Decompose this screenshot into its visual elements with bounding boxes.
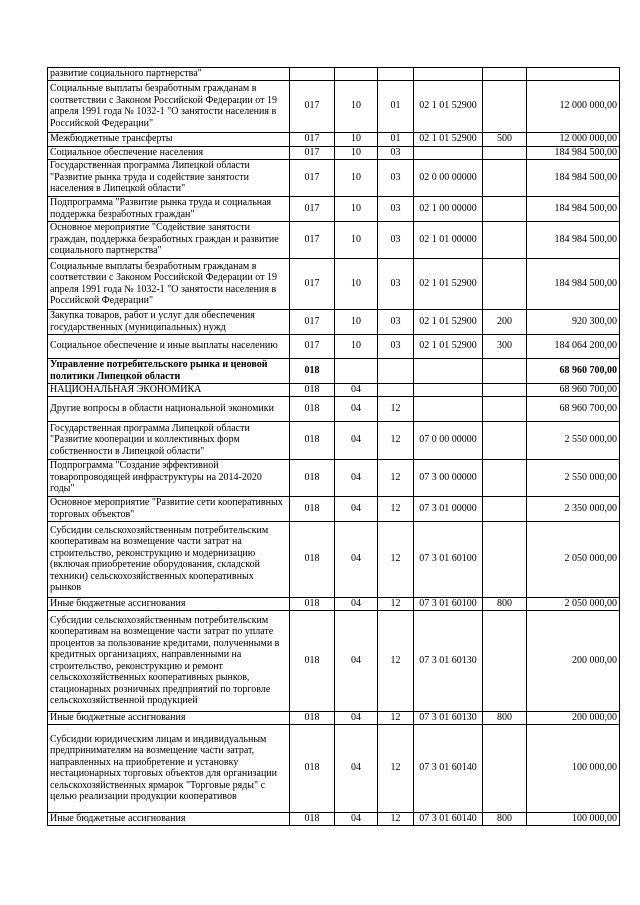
cell-expense-type <box>483 724 527 812</box>
cell-amount: 100 000,00 <box>527 724 620 812</box>
cell-glava: 017 <box>290 334 335 358</box>
cell-target-article: 07 3 00 00000 <box>414 459 483 496</box>
cell-podrazdel: 03 <box>378 159 414 196</box>
cell-razdel: 10 <box>335 334 378 358</box>
cell-name: НАЦИОНАЛЬНАЯ ЭКОНОМИКА <box>48 383 290 396</box>
cell-amount: 184 984 500,00 <box>527 159 620 196</box>
table-row <box>48 309 620 334</box>
cell-podrazdel: 01 <box>378 80 414 132</box>
cell-amount: 2 550 000,00 <box>527 421 620 459</box>
cell-amount: 2 350 000,00 <box>527 496 620 521</box>
cell-expense-type <box>483 358 527 383</box>
cell-expense-type <box>483 396 527 421</box>
cell-glava: 018 <box>290 711 335 724</box>
table-row <box>48 396 620 421</box>
cell-podrazdel <box>378 358 414 383</box>
cell-razdel: 10 <box>335 80 378 132</box>
cell-target-article: 07 3 01 60140 <box>414 812 483 825</box>
cell-expense-type: 800 <box>483 812 527 825</box>
table-row <box>48 496 620 521</box>
cell-amount: 184 984 500,00 <box>527 258 620 309</box>
cell-expense-type: 800 <box>483 597 527 610</box>
cell-target-article: 02 1 01 52900 <box>414 309 483 334</box>
cell-podrazdel: 12 <box>378 597 414 610</box>
cell-razdel: 10 <box>335 309 378 334</box>
cell-razdel: 10 <box>335 146 378 159</box>
table-row <box>48 159 620 196</box>
cell-razdel: 04 <box>335 724 378 812</box>
table-row <box>48 146 620 159</box>
cell-amount: 68 960 700,00 <box>527 396 620 421</box>
cell-target-article: 07 3 01 60130 <box>414 711 483 724</box>
cell-target-article <box>414 396 483 421</box>
cell-expense-type <box>483 68 527 81</box>
cell-name: Социальное обеспечение населения <box>48 146 290 159</box>
cell-expense-type <box>483 421 527 459</box>
cell-name: Межбюджетные трансферты <box>48 132 290 146</box>
cell-target-article: 07 3 01 60140 <box>414 724 483 812</box>
cell-name: Государственная программа Липецкой области "Развитие рынка труда и содействие занятости населения в Липецкой области" <box>48 159 290 196</box>
cell-razdel: 04 <box>335 812 378 825</box>
cell-target-article: 02 1 01 52900 <box>414 334 483 358</box>
cell-amount: 200 000,00 <box>527 711 620 724</box>
cell-expense-type: 300 <box>483 334 527 358</box>
cell-name: Подпрограмма "Развитие рынка труда и социальная поддержка безработных граждан" <box>48 196 290 221</box>
cell-podrazdel: 12 <box>378 610 414 711</box>
cell-glava: 017 <box>290 309 335 334</box>
cell-amount: 200 000,00 <box>527 610 620 711</box>
cell-amount: 68 960 700,00 <box>527 358 620 383</box>
cell-amount: 68 960 700,00 <box>527 383 620 396</box>
cell-podrazdel: 12 <box>378 711 414 724</box>
cell-target-article <box>414 146 483 159</box>
cell-amount: 184 984 500,00 <box>527 146 620 159</box>
cell-name: Иные бюджетные ассигнования <box>48 812 290 825</box>
cell-name: Субсидии сельскохозяйственным потребительским кооперативам на возмещение части затрат на строительство, реконструкцию и модернизацию (включая приобретение оборудования, складской техники) сельскохозяйственных кооперативных рынков <box>48 521 290 597</box>
cell-amount: 12 000 000,00 <box>527 80 620 132</box>
cell-expense-type <box>483 146 527 159</box>
table-row <box>48 724 620 812</box>
table-row <box>48 258 620 309</box>
table-row <box>48 132 620 146</box>
cell-amount: 2 550 000,00 <box>527 459 620 496</box>
table-row <box>48 459 620 496</box>
cell-target-article: 02 1 01 52900 <box>414 80 483 132</box>
cell-podrazdel: 03 <box>378 309 414 334</box>
cell-amount: 920 300,00 <box>527 309 620 334</box>
cell-podrazdel: 03 <box>378 334 414 358</box>
cell-expense-type <box>483 383 527 396</box>
cell-glava: 018 <box>290 812 335 825</box>
cell-target-article: 02 0 00 00000 <box>414 159 483 196</box>
table-row <box>48 383 620 396</box>
cell-podrazdel: 03 <box>378 258 414 309</box>
cell-expense-type <box>483 80 527 132</box>
cell-target-article: 02 1 00 00000 <box>414 196 483 221</box>
cell-glava: 017 <box>290 221 335 258</box>
cell-razdel: 10 <box>335 221 378 258</box>
cell-name: Закупка товаров, работ и услуг для обеспечения государственных (муниципальных) нужд <box>48 309 290 334</box>
table-row <box>48 812 620 825</box>
cell-target-article <box>414 358 483 383</box>
table-row <box>48 68 620 81</box>
cell-razdel: 04 <box>335 421 378 459</box>
cell-glava: 018 <box>290 459 335 496</box>
cell-glava: 017 <box>290 132 335 146</box>
cell-glava: 018 <box>290 496 335 521</box>
cell-glava: 017 <box>290 146 335 159</box>
cell-name: Другие вопросы в области национальной экономики <box>48 396 290 421</box>
cell-glava: 018 <box>290 610 335 711</box>
cell-glava: 018 <box>290 421 335 459</box>
cell-expense-type <box>483 521 527 597</box>
cell-razdel: 04 <box>335 496 378 521</box>
cell-podrazdel: 03 <box>378 221 414 258</box>
cell-glava: 018 <box>290 358 335 383</box>
cell-podrazdel: 01 <box>378 132 414 146</box>
cell-target-article: 07 3 01 60130 <box>414 610 483 711</box>
cell-podrazdel: 12 <box>378 724 414 812</box>
cell-podrazdel: 03 <box>378 146 414 159</box>
cell-podrazdel: 12 <box>378 459 414 496</box>
cell-name: Основное мероприятие "Развитие сети кооперативных торговых объектов" <box>48 496 290 521</box>
cell-name: Управление потребительского рынка и ценовой политики Липецкой области <box>48 358 290 383</box>
cell-razdel: 04 <box>335 383 378 396</box>
cell-expense-type <box>483 496 527 521</box>
cell-podrazdel: 03 <box>378 196 414 221</box>
table-row <box>48 597 620 610</box>
cell-name: Социальные выплаты безработным гражданам в соответствии с Законом Российской Федерации от 19 апреля 1991 года № 1032-1 "О занятости населения в Российской Федерации" <box>48 80 290 132</box>
table-row <box>48 610 620 711</box>
cell-target-article: 07 3 01 60100 <box>414 597 483 610</box>
cell-name: Иные бюджетные ассигнования <box>48 597 290 610</box>
cell-target-article: 07 3 01 00000 <box>414 496 483 521</box>
cell-amount <box>527 68 620 81</box>
cell-glava: 018 <box>290 521 335 597</box>
cell-expense-type: 500 <box>483 132 527 146</box>
cell-expense-type <box>483 159 527 196</box>
cell-podrazdel: 12 <box>378 496 414 521</box>
cell-razdel: 10 <box>335 196 378 221</box>
cell-amount: 2 050 000,00 <box>527 597 620 610</box>
cell-razdel: 04 <box>335 396 378 421</box>
cell-razdel: 10 <box>335 132 378 146</box>
cell-name: Государственная программа Липецкой области "Развитие кооперации и коллективных форм собственности в Липецкой области" <box>48 421 290 459</box>
cell-glava <box>290 68 335 81</box>
cell-razdel: 10 <box>335 258 378 309</box>
cell-glava: 018 <box>290 597 335 610</box>
cell-razdel <box>335 68 378 81</box>
cell-name: Социальные выплаты безработным гражданам в соответствии с Законом Российской Федерации от 19 апреля 1991 года № 1032-1 "О занятости населения в Российской Федерации" <box>48 258 290 309</box>
cell-glava: 017 <box>290 159 335 196</box>
cell-podrazdel: 12 <box>378 521 414 597</box>
cell-amount: 2 050 000,00 <box>527 521 620 597</box>
cell-podrazdel: 12 <box>378 396 414 421</box>
cell-name: Основное мероприятие "Содействие занятости граждан, поддержка безработных граждан и развитие социального партнерства" <box>48 221 290 258</box>
cell-target-article: 07 0 00 00000 <box>414 421 483 459</box>
table-row <box>48 711 620 724</box>
cell-razdel <box>335 358 378 383</box>
cell-razdel: 10 <box>335 159 378 196</box>
cell-name: Подпрограмма "Создание эффективной товаропроводящей инфраструктуры на 2014-2020 годы" <box>48 459 290 496</box>
table-row <box>48 521 620 597</box>
cell-name: Социальное обеспечение и иные выплаты населению <box>48 334 290 358</box>
table-row <box>48 358 620 383</box>
cell-glava: 017 <box>290 196 335 221</box>
cell-amount: 100 000,00 <box>527 812 620 825</box>
cell-glava: 017 <box>290 258 335 309</box>
budget-table-body <box>48 68 620 826</box>
cell-target-article: 07 3 01 60100 <box>414 521 483 597</box>
cell-expense-type <box>483 459 527 496</box>
cell-expense-type <box>483 221 527 258</box>
table-row <box>48 334 620 358</box>
cell-name: Иные бюджетные ассигнования <box>48 711 290 724</box>
cell-target-article <box>414 383 483 396</box>
cell-amount: 184 984 500,00 <box>527 221 620 258</box>
cell-name: развитие социального партнерства" <box>48 68 290 81</box>
cell-razdel: 04 <box>335 711 378 724</box>
cell-name: Субсидии сельскохозяйственным потребительским кооперативам на возмещение части затрат по уплате процентов за пользование кредитами, полученными в кредитных организациях, направленными на строительство, реконструкцию и ремонт сельскохозяйственных кооперативных рынков, стационарных розничных предприятий по торговле сельскохозяйственной продукцией <box>48 610 290 711</box>
cell-amount: 184 984 500,00 <box>527 196 620 221</box>
cell-podrazdel <box>378 68 414 81</box>
cell-target-article: 02 1 01 00000 <box>414 221 483 258</box>
cell-name: Субсидии юридическим лицам и индивидуальным предпринимателям на возмещение части затрат, направленных на приобретение и установку нестационарных торговых объектов для организации сельскохозяйственных ярмарок "Торговые ряды" с целью реализации продукции кооперативов <box>48 724 290 812</box>
cell-podrazdel: 12 <box>378 812 414 825</box>
cell-razdel: 04 <box>335 597 378 610</box>
cell-razdel: 04 <box>335 521 378 597</box>
cell-amount: 184 064 200,00 <box>527 334 620 358</box>
cell-expense-type: 800 <box>483 711 527 724</box>
cell-target-article: 02 1 01 52900 <box>414 258 483 309</box>
cell-glava: 018 <box>290 396 335 421</box>
cell-target-article: 02 1 01 52900 <box>414 132 483 146</box>
cell-target-article <box>414 68 483 81</box>
cell-expense-type: 200 <box>483 309 527 334</box>
cell-amount: 12 000 000,00 <box>527 132 620 146</box>
cell-glava: 018 <box>290 724 335 812</box>
cell-podrazdel: 12 <box>378 421 414 459</box>
table-row <box>48 421 620 459</box>
table-row <box>48 80 620 132</box>
table-row <box>48 221 620 258</box>
cell-expense-type <box>483 196 527 221</box>
cell-podrazdel <box>378 383 414 396</box>
table-row <box>48 196 620 221</box>
cell-razdel: 04 <box>335 610 378 711</box>
cell-razdel: 04 <box>335 459 378 496</box>
budget-table <box>47 67 620 826</box>
cell-expense-type <box>483 610 527 711</box>
cell-expense-type <box>483 258 527 309</box>
cell-glava: 017 <box>290 80 335 132</box>
cell-glava: 018 <box>290 383 335 396</box>
